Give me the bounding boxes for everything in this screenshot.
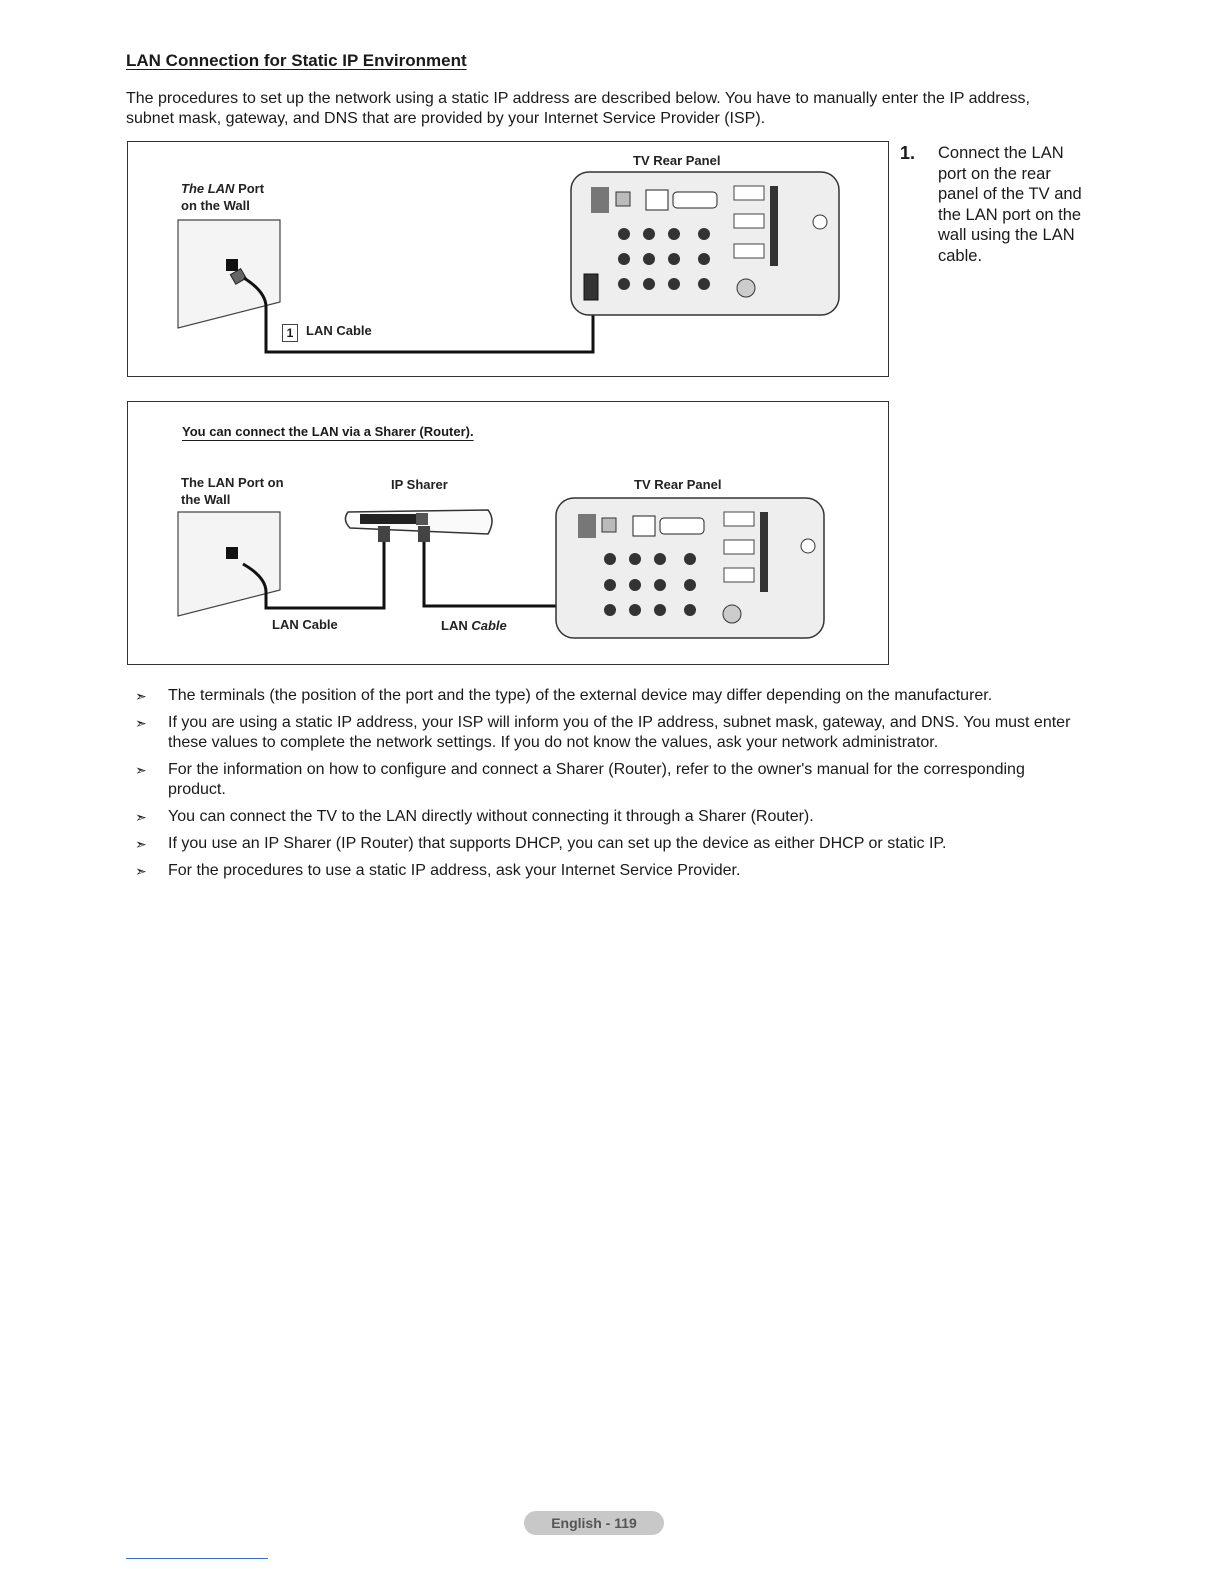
diagram2-wall-label: The LAN Port on the Wall (181, 475, 284, 507)
note-item (135, 807, 1085, 827)
step-text: Connect the LAN port on the rear panel of the TV and the LAN port on the wall using the LAN cable. (938, 144, 1082, 265)
note-text: The terminals (the position of the port and the type) of the external device may differ depending on the manufacturer. (168, 687, 993, 704)
note-arrow-icon: ➣ (135, 863, 147, 879)
note-item (135, 686, 1085, 706)
diagram-direct-connection (127, 141, 889, 377)
note-arrow-icon: ➣ (135, 762, 147, 778)
diagram2-sharer-label: IP Sharer (391, 477, 448, 492)
note-text: For the procedures to use a static IP address, ask your Internet Service Provider. (168, 862, 741, 879)
diagram-direct-art (128, 142, 890, 378)
note-arrow-icon: ➣ (135, 809, 147, 825)
page-title: LAN Connection for Static IP Environment (126, 51, 467, 70)
diagram1-wall-label: The LAN Port on the Wall (181, 181, 265, 213)
note-item (135, 834, 1085, 854)
wall-jack-icon (226, 259, 238, 271)
note-text: If you are using a static IP address, your ISP will inform you of the IP address, subnet mask, gateway, and DNS. You must enter these values to complete the network settings. If you do not know the values, ask your network administrator. (168, 714, 1071, 751)
diagram2-tv-label: TV Rear Panel (634, 477, 722, 492)
diagram2-cable2-label: LAN Cable (441, 618, 507, 633)
step-number: 1. (900, 143, 916, 163)
intro-paragraph: The procedures to set up the network using a static IP address are described below. You have to manually enter the IP address, subnet mask, gateway, and DNS that are provided by your Internet Service Provider (ISP). (126, 90, 1030, 127)
note-arrow-icon: ➣ (135, 836, 147, 852)
diagram-router-art (128, 402, 890, 666)
step-badge: 1 (282, 324, 298, 342)
footer-divider (126, 1558, 268, 1559)
diagram2-heading: You can connect the LAN via a Sharer (Router). (182, 424, 474, 439)
lan-cable-line-2 (424, 542, 558, 606)
note-item (135, 713, 1085, 753)
diagram1-cable-label: LAN Cable (306, 323, 372, 338)
diagram1-tv-label: TV Rear Panel (633, 153, 721, 168)
note-text: For the information on how to configure and connect a Sharer (Router), refer to the owner's manual for the corresponding product. (168, 761, 1025, 798)
note-item (135, 861, 1085, 881)
note-arrow-icon: ➣ (135, 688, 147, 704)
note-item (135, 760, 1085, 800)
note-arrow-icon: ➣ (135, 715, 147, 731)
page-number-badge: English - 119 (524, 1511, 664, 1535)
notes-list (135, 686, 1085, 888)
diagram-router-connection (127, 401, 889, 665)
note-text: You can connect the TV to the LAN directly without connecting it through a Sharer (Router). (168, 808, 814, 825)
wall-jack-icon-2 (226, 547, 238, 559)
note-text: If you use an IP Sharer (IP Router) that supports DHCP, you can set up the device as either DHCP or static IP. (168, 835, 947, 852)
diagram2-cable1-label: LAN Cable (272, 617, 338, 632)
